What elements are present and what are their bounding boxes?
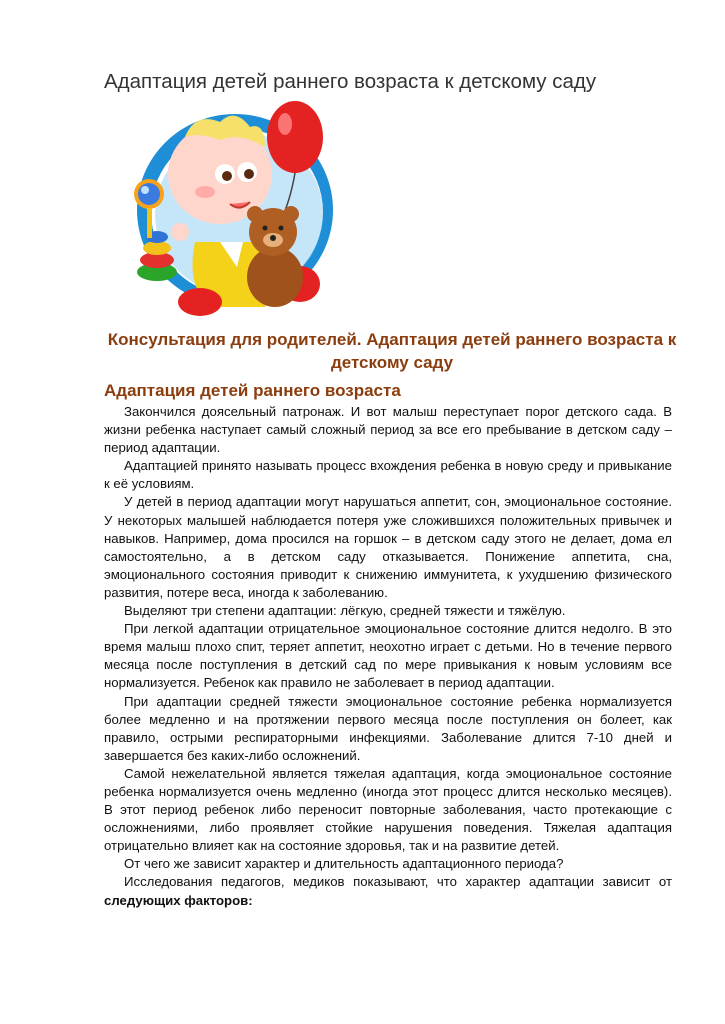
paragraph-factors xyxy=(104,873,672,909)
paragraph: От чего же зависит характер и длительность адаптационного периода? xyxy=(124,856,564,872)
paragraph: Самой нежелательной является тяжелая адаптация, когда эмоциональное состояние ребенка нормализуется очень медленно (иногда этот процесс длится несколько месяцев). В этот период ребенок либо переносит повторные заболевания, часто протекающие с осложнениями, либо проявляет стойкие нарушения поведения. Тяжелая адаптация отрицательно влияет как на состояние здоровья, так и на развитие детей. xyxy=(104,765,672,854)
section-heading: Адаптация детей раннего возраста xyxy=(104,381,401,400)
paragraph: Выделяют три степени адаптации: лёгкую, средней тяжести и тяжёлую. xyxy=(124,603,566,619)
paragraph: При легкой адаптации отрицательное эмоциональное состояние длится недолго. В это время малыш плохо спит, теряет аппетит, неохотно играет с детьми. Но в течение первого месяца после поступления в детский сад по мере привыкания к новым условиям все нормализуется. Ребенок как правило не заболевает в период адаптации. xyxy=(104,621,672,691)
page-title: Адаптация детей раннего возраста к детскому саду xyxy=(104,70,597,93)
paragraph-factors-text: Исследования педагогов, медиков показывают, что характер адаптации зависит от xyxy=(124,874,672,890)
baby-with-teddy-bear-illustration xyxy=(125,92,335,322)
paragraph: У детей в период адаптации могут нарушаться аппетит, сон, эмоциональное состояние. У некоторых малышей наблюдается потеря уже сложившихся положительных привычек и навыков. Например, дома просился на горшок – в детском саду этого не делает, дома ел самостоятельно, а в детском саду отказывается. Понижение аппетита, сна, эмоционального состояния приводит к снижению иммунитета, к ухудшению физического развития, потере веса, иногда к заболеванию. xyxy=(104,494,672,600)
paragraph: Закончился доясельный патронаж. И вот малыш переступает порог детского сада. В жизни ребенка наступает самый сложный период за все его пребывание в детском саду – период адаптации. xyxy=(104,404,672,456)
factors-bold-text: следующих факторов: xyxy=(104,892,253,908)
paragraph: При адаптации средней тяжести эмоциональное состояние ребенка нормализуется более медленно и на протяжении первого месяца после поступления он болеет, как правило, острыми респираторными инфекциями. Заболевание длится 7-10 дней и завершается без каких-либо осложнений. xyxy=(104,693,672,763)
consultation-heading: Консультация для родителей. Адаптация детей раннего возраста к детскому саду xyxy=(107,330,677,372)
article-body xyxy=(104,403,672,910)
paragraph: Адаптацией принято называть процесс вхождения ребенка в новую среду и привыкание к её условиям. xyxy=(104,458,672,492)
